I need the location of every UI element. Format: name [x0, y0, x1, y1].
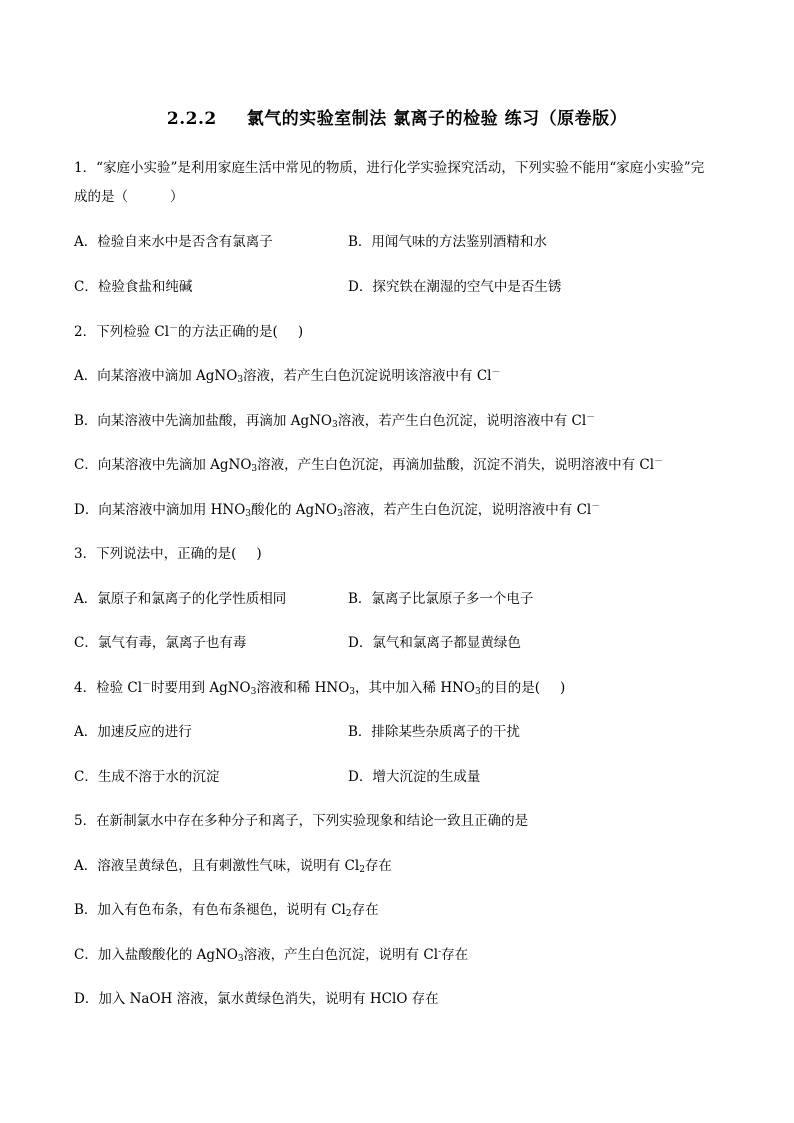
q1-option-a: A．检验自来水中是否含有氯离子 [74, 234, 273, 250]
q1-option-d: D．探究铁在潮湿的空气中是否生锈 [348, 279, 562, 295]
q4-option-b: B．排除某些杂质离子的干扰 [348, 724, 520, 740]
q2-option-d: D．向某溶液中滴加用 $HNO_3$酸化的 AgNO$_3$溶液，若产生白色沉淀，说明溶液中有 Cl－ [74, 502, 601, 519]
q4-option-a: A．加速反应的进行 [74, 724, 192, 740]
q2-stem: 2．下列检验 Cl－的方法正确的是( ) [74, 324, 304, 340]
q3-option-b: B．氯离子比氯原子多一个电子 [348, 591, 534, 607]
q1-option-b: B．用闻气味的方法鉴别酒精和水 [348, 234, 547, 250]
q4-option-d: D．增大沉淀的生成量 [348, 769, 481, 785]
q5-option-d: D．加入 NaOH 溶液，氯水黄绿色消失，说明有 HClO 存在 [74, 991, 439, 1007]
q1-option-c: C．检验食盐和纯碱 [74, 279, 193, 295]
q2-option-c: C．向某溶液中先滴加 AgNO$_3$溶液，产生白色沉淀，再滴加盐酸，沉淀不消失，说明溶液中有 Cl－ [74, 457, 664, 474]
q3-option-c: C．氯气有毒，氯离子也有毒 [74, 635, 247, 651]
page-title [0, 104, 794, 129]
q5-option-b: B．加入有色布条，有色布条褪色，说明有 $Cl_2$存在 [74, 902, 379, 919]
title-text: 氯气的实验室制法 氯离子的检验 练习（原卷版） [246, 109, 628, 129]
q5-stem: 5．在新制氯水中存在多种分子和离子，下列实验现象和结论一致且正确的是 [74, 813, 529, 829]
q1-stem-line1: 1．“家庭小实验”是利用家庭生活中常见的物质，进行化学实验探究活动，下列实验不能用“家庭小实验”完 [74, 160, 705, 176]
q2-option-b: B．向某溶液中先滴加盐酸，再滴加 AgNO$_3$溶液，若产生白色沉淀，说明溶液中有 Cl－ [74, 413, 596, 430]
q1-stem-line2: 成的是（ ） [74, 189, 184, 205]
q4-option-c: C．生成不溶于水的沉淀 [74, 769, 220, 785]
q5-option-a: A．溶液呈黄绿色，且有刺激性气味，说明有 $Cl_2$存在 [74, 858, 392, 875]
q3-option-d: D．氯气和氯离子都显黄绿色 [348, 635, 521, 651]
q4-stem: 4．检验 Cl－时要用到 AgNO$_3$溶液和稀 $HNO_3$，其中加入稀 $HNO_3$的目的是( ) [74, 680, 566, 697]
q5-option-c: C．加入盐酸酸化的 AgNO$_3$溶液，产生白色沉淀，说明有 Cl-存在 [74, 947, 469, 964]
q2-option-a: A．向某溶液中滴加 AgNO$_3$溶液，若产生白色沉淀说明该溶液中有 Cl－ [74, 368, 501, 385]
q3-option-a: A．氯原子和氯离子的化学性质相同 [74, 591, 287, 607]
q3-stem: 3．下列说法中，正确的是( ) [74, 546, 262, 562]
title-number: 2.2.2 [166, 109, 217, 129]
